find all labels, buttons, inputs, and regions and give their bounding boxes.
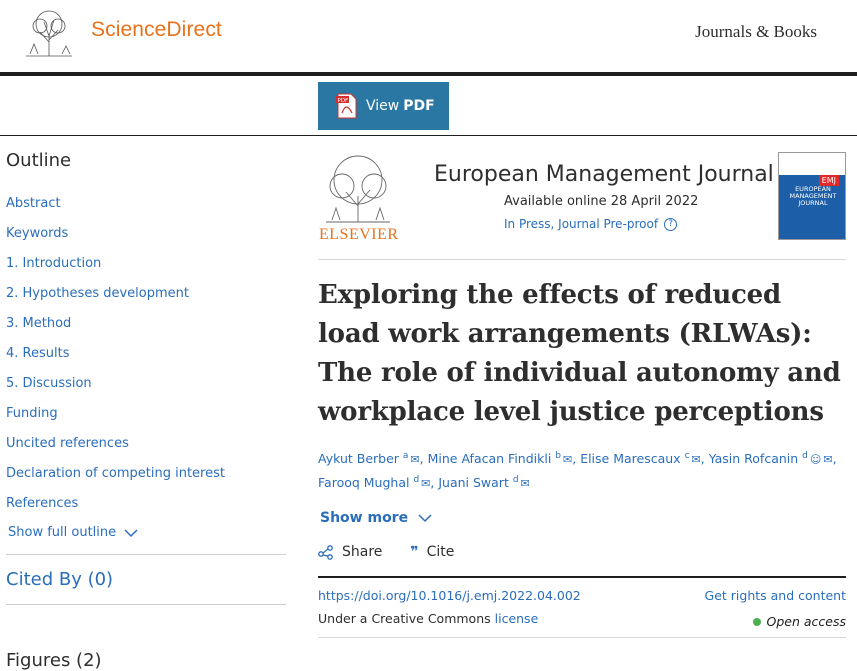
view-pdf-button[interactable] [318,82,449,130]
journal-cover-image[interactable] [778,152,846,240]
elsevier-wordmark: ELSEVIER [319,226,399,243]
open-access-label: Open access [766,614,846,630]
author-link[interactable]: Juani Swart [438,475,509,491]
show-full-outline-label: Show full outline [8,525,117,540]
cited-by-link[interactable]: Cited By (0) [6,569,114,590]
elsevier-tree-logo[interactable] [20,8,78,58]
share-label: Share [342,544,383,561]
site-header [0,0,857,76]
journal-title-link[interactable]: European Management Journal [434,162,774,187]
outline-item-discussion[interactable]: 5. Discussion [6,376,92,391]
show-more-button[interactable] [318,510,846,526]
available-online-date: Available online 28 April 2022 [504,194,699,209]
journals-books-link[interactable]: Journals & Books [695,22,817,41]
figures-heading[interactable]: Figures (2) [6,650,102,671]
author-link[interactable]: Farooq Mughal [318,475,410,491]
svg-text:PDF: PDF [337,98,349,104]
share-button[interactable] [318,544,382,560]
chevron-down-icon [418,513,432,523]
doi-section [318,576,846,638]
license-link[interactable]: license [494,611,539,627]
cover-title: EUROPEAN MANAGEMENT JOURNAL [789,185,837,207]
show-full-outline-button[interactable] [6,525,286,540]
author-link[interactable]: Elise Marescaux [580,451,681,467]
brand-name[interactable]: ScienceDirect [91,18,222,41]
author-link[interactable]: Yasin Rofcanin [708,451,799,467]
help-icon[interactable]: ? [664,218,677,231]
affiliation-marker: c [684,451,690,461]
outline-item-method[interactable]: 3. Method [6,316,72,331]
mail-icon[interactable]: ✉ [823,453,833,467]
in-press-status[interactable] [504,217,677,231]
in-press-label: In Press, Journal Pre-proof [504,217,659,231]
mail-icon[interactable]: ✉ [421,477,431,491]
author-link[interactable]: Aykut Berber [318,451,399,467]
pdf-icon [336,93,358,119]
outline-sidebar [6,150,286,671]
open-access-dot-icon [753,618,761,626]
outline-item-declaration[interactable]: Declaration of competing interest [6,466,225,481]
license-prefix: Under a Creative Commons [318,611,491,627]
mail-icon[interactable]: ✉ [410,453,420,467]
outline-item-abstract[interactable]: Abstract [6,196,61,211]
rights-content-link[interactable]: Get rights and content [704,588,846,604]
view-pdf-label: View [366,98,400,114]
affiliation-marker: b [555,451,562,461]
outline-title: Outline [6,150,72,171]
article-title: Exploring the effects of reduced load work arrangements (RLWAs): The role of individual autonomy and workplace level justice perceptions [318,280,841,427]
outline-item-funding[interactable]: Funding [6,406,58,421]
mail-icon[interactable]: ✉ [691,453,701,467]
outline-item-references[interactable]: References [6,496,79,511]
quote-icon: ❞ [410,544,419,561]
outline-item-results[interactable]: 4. Results [6,346,70,361]
chevron-down-icon [124,528,138,538]
affiliation-marker: d [802,451,808,461]
affiliation-marker: a [402,451,409,461]
outline-list [6,189,286,519]
affiliation-marker: d [512,475,519,486]
share-icon [318,545,334,559]
sidebar-divider [6,554,286,555]
pdf-label: PDF [403,98,435,114]
open-access-badge [753,614,846,629]
article-main [318,150,846,638]
article-toolbar [0,76,857,136]
mail-icon[interactable]: ✉ [520,477,530,491]
doi-link[interactable]: https://doi.org/10.1016/j.emj.2022.04.002 [318,588,581,604]
outline-item-uncited[interactable]: Uncited references [6,436,129,451]
cover-badge: EMJ [819,175,839,186]
author-link[interactable]: Mine Afacan Findikli [427,451,552,467]
show-more-label: Show more [320,510,409,527]
outline-item-introduction[interactable]: 1. Introduction [6,256,102,271]
sidebar-divider [6,604,286,605]
outline-item-keywords[interactable]: Keywords [6,226,69,241]
journal-banner [318,150,846,260]
outline-item-hypotheses[interactable]: 2. Hypotheses development [6,286,189,301]
article-actions [318,544,846,560]
author-list: Aykut Berber $^a$ ✉, Mine Afacan Findikli $^b$ ✉, Elise Marescaux $^c$ ✉, Yasin Rofcanin $^d$ ☺ ✉, Farooq Mughal $^d$ ✉, Juani Swart $^d$ ✉ [318,451,837,491]
cite-label: Cite [426,544,455,561]
cite-button[interactable] [410,544,454,560]
mail-icon[interactable]: ✉ [563,453,573,467]
person-icon[interactable]: ☺ [809,453,822,467]
affiliation-marker: d [413,475,420,486]
